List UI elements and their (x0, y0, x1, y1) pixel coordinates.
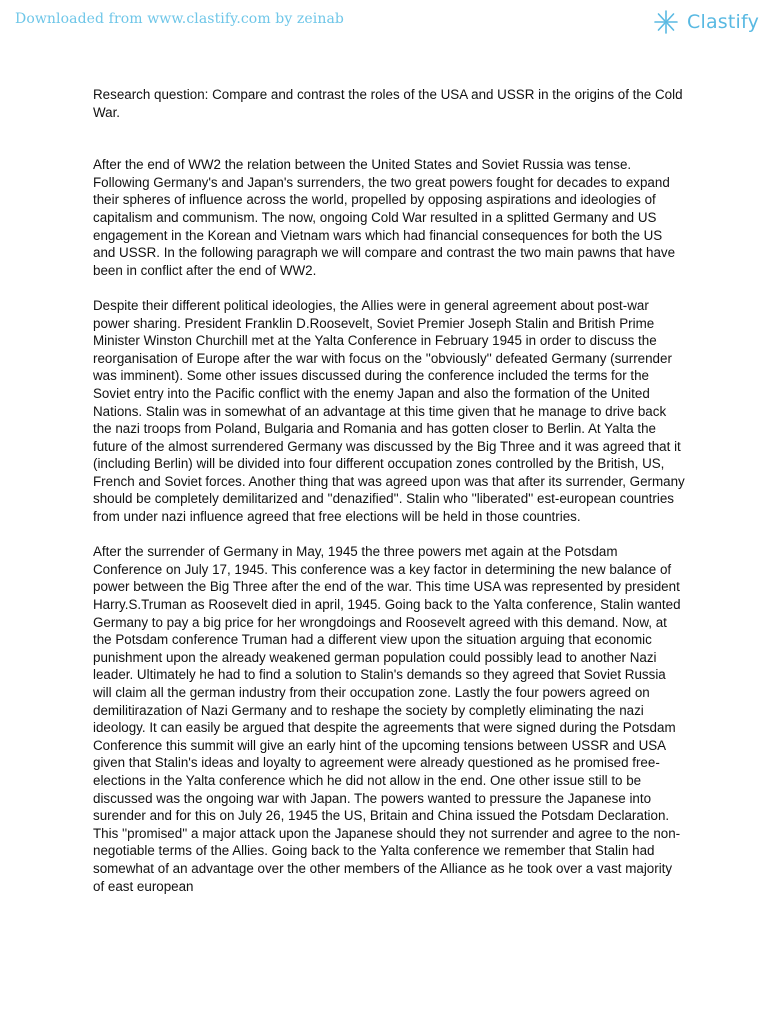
clastify-burst-logo-icon (650, 6, 682, 38)
brand-name: Clastify (687, 11, 760, 33)
paragraph-intro: After the end of WW2 the relation between the United States and Soviet Russia was tense. Following Germany's and Japan's surrenders, the two great powers fought for decades to expand their spheres of influence across the world, propelled by opposing aspirations and ideologies of capitalism and communism. The now, ongoing Cold War resulted in a splitted Germany and US engagement in the Korean and Vietnam wars which had financial consequences for both the US and USSR. In the following paragraph we will compare and contrast the two main pawns that have been in conflict after the end of WW2. (93, 157, 676, 278)
download-watermark: Downloaded from www.clastify.com by zeinab (15, 11, 344, 27)
document-body (93, 86, 685, 913)
clastify-brand[interactable] (650, 6, 759, 38)
paragraph-potsdam: After the surrender of Germany in May, 1945 the three powers met again at the Potsdam Conference on July 17, 1945. This conference was a key factor in determining the new balance of power between the Big Three after the end of the war. This time USA was represented by president Harry.S.Truman as Roosevelt died in april, 1945. Going back to the Yalta conference, Stalin wanted Germany to pay a big price for her wrongdoings and Roosevelt agreed with this demand. Now, at the Potsdam conference Truman had a different view upon the situation arguing that economic punishment upon the already weakened german population could possibly lead to another Nazi leader. Ultimately he had to find a solution to Stalin's demands so they agreed that Soviet Russia will claim all the german industry from their occupation zone. Lastly the four powers agreed on demilitirazation of Nazi Germany and to reshape the society by completly eliminating the nazi ideology. It can easily be argued that despite the agreements that were signed during the Potsdam Conference this summit will give an early hint of the upcoming tensions between USSR and USA given that Stalin's ideas and loyalty to agreement were already questioned as he promised free-elections in the Yalta conference which he did not allow in the end. One other issue still to be discussed was the ongoing war with Japan. The powers wanted to pressure the Japanese into surender and for this on July 26, 1945 the US, Britain and China issued the Potsdam Declaration. This ''promised'' a major attack upon the Japanese should they not surrender and agree to the non-negotiable terms of the Allies. Going back to the Yalta conference we remember that Stalin had somewhat of an advantage over the other members of the Alliance as he took over a vast majority of east european (93, 544, 681, 894)
research-question: Research question: Compare and contrast the roles of the USA and USSR in the origins of the Cold War. (93, 87, 683, 120)
paragraph-yalta: Despite their different political ideologies, the Allies were in general agreement about post-war power sharing. President Franklin D.Roosevelt, Soviet Premier Joseph Stalin and British Prime Minister Winston Churchill met at the Yalta Conference in February 1945 in order to discuss the reorganisation of Europe after the war with focus on the ''obviously'' defeated Germany (surrender was imminent). Some other issues discussed during the conference included the terms for the Soviet entry into the Pacific conflict with the enemy Japan and also the formation of the United Nations. Stalin was in somewhat of an advantage at this time given that he manage to drive back the nazi troops from Poland, Bulgaria and Romania and has gotten closer to Berlin. At Yalta the future of the almost surrendered Germany was discussed by the Big Three and it was agreed that it (including Berlin) will be divided into four different occupation zones controlled by the British, US, French and Soviet forces. Another thing that was agreed upon was that after its surrender, Germany should be completely demilitarized and ''denazified''. Stalin who ''liberated'' est-european countries from under nazi influence agreed that free elections will be held in those countries. (93, 297, 685, 525)
